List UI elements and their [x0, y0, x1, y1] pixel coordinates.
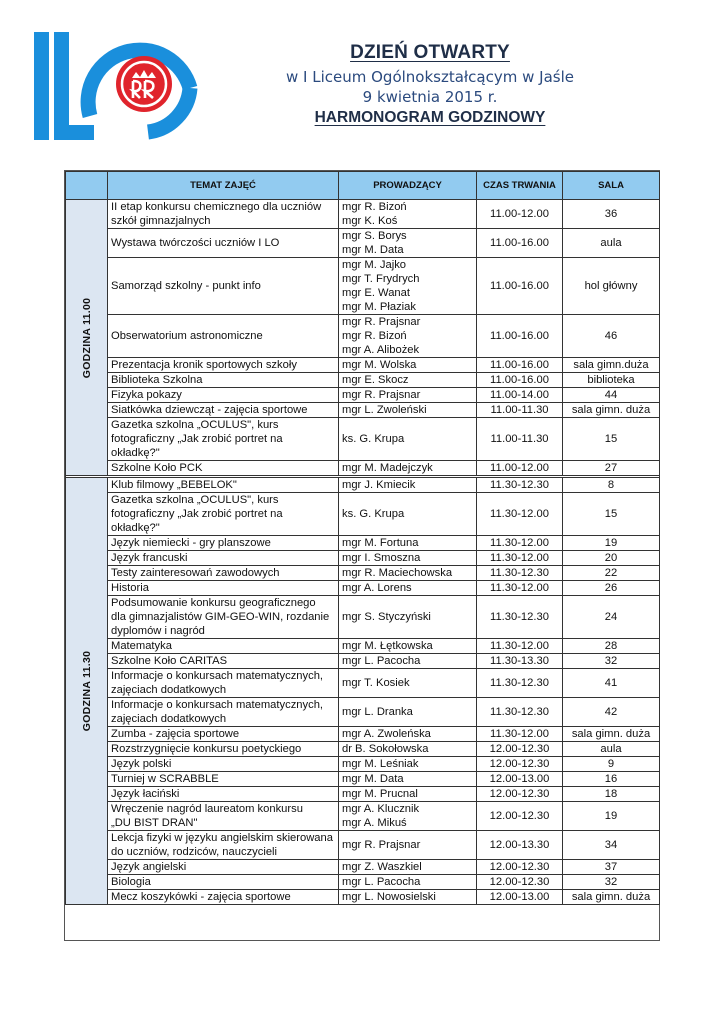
topic-cell: [108, 742, 339, 757]
room-cell: 22: [563, 566, 660, 581]
table-row: [66, 388, 660, 403]
page-subtitle: w I Liceum Ogólnokształcącym w Jaśle: [286, 68, 574, 86]
topic-cell: [108, 388, 339, 403]
time-cell: 12.00-12.30: [477, 860, 563, 875]
table-row: [66, 698, 660, 727]
lead-cell-line: mgr M. Data: [342, 244, 404, 256]
room-cell: 16: [563, 772, 660, 787]
topic-cell: [108, 639, 339, 654]
lead-cell-line: mgr S. Styczyński: [342, 611, 431, 623]
lead-cell-line: mgr L. Dranka: [342, 706, 413, 718]
topic-cell-line: Klub filmowy „BEBELOK": [111, 479, 237, 491]
table-row: [66, 373, 660, 388]
time-cell: 11.00-16.00: [477, 373, 563, 388]
column-header-time: CZAS TRWANIA: [477, 172, 563, 200]
lead-cell-line: mgr S. Borys: [342, 230, 407, 242]
topic-cell: [108, 551, 339, 566]
table-row: [66, 890, 660, 905]
column-header-lead: PROWADZĄCY: [339, 172, 477, 200]
room-cell: 15: [563, 418, 660, 461]
time-cell: 11.30-12.00: [477, 493, 563, 536]
topic-cell: [108, 581, 339, 596]
topic-cell: [108, 772, 339, 787]
room-cell: 44: [563, 388, 660, 403]
schedule-table: [65, 171, 660, 905]
group-label-cell: [66, 200, 108, 476]
room-cell: 28: [563, 639, 660, 654]
topic-cell-line: Język łaciński: [111, 788, 180, 800]
lead-cell-line: mgr M. Leśniak: [342, 758, 419, 770]
lead-cell: [339, 698, 477, 727]
time-cell: 11.30-13.30: [477, 654, 563, 669]
lead-cell: [339, 315, 477, 358]
header: [215, 42, 645, 127]
time-cell: 11.00-16.00: [477, 258, 563, 315]
topic-cell: [108, 698, 339, 727]
room-cell: biblioteka: [563, 373, 660, 388]
room-cell: sala gimn. duża: [563, 403, 660, 418]
lead-cell-line: mgr A. Zwoleńska: [342, 728, 431, 740]
topic-cell-line: Informacje o konkursach matematycznych,: [111, 670, 324, 682]
topic-cell: [108, 200, 339, 229]
lead-cell: [339, 831, 477, 860]
table-row: [66, 200, 660, 229]
topic-cell-line: Turniej w SCRABBLE: [111, 773, 219, 785]
topic-cell: [108, 787, 339, 802]
table-row: [66, 669, 660, 698]
topic-cell-line: Mecz koszykówki - zajęcia sportowe: [111, 891, 291, 903]
group-label: GODZINA 11.30: [80, 650, 93, 732]
topic-cell-line: szkół gimnazjalnych: [111, 215, 211, 227]
time-cell: 11.30-12.00: [477, 581, 563, 596]
lead-cell: [339, 654, 477, 669]
topic-cell-line: Obserwatorium astronomiczne: [111, 330, 263, 342]
lead-cell-line: mgr A. Alibożek: [342, 344, 420, 356]
lead-cell-line: mgr M. Łętkowska: [342, 640, 433, 652]
lead-cell: [339, 860, 477, 875]
lead-cell: [339, 229, 477, 258]
lead-cell: [339, 639, 477, 654]
topic-cell-line: fotograficzny „Jak zrobić portret na: [111, 508, 283, 520]
topic-cell-line: Podsumowanie konkursu geograficznego: [111, 597, 316, 609]
lead-cell-line: mgr J. Kmiecik: [342, 479, 416, 491]
time-cell: 12.00-12.30: [477, 742, 563, 757]
room-cell: sala gimn. duża: [563, 890, 660, 905]
table-row: [66, 478, 660, 493]
topic-cell: [108, 229, 339, 258]
topic-cell-line: dyplomów i nagród: [111, 625, 205, 637]
lead-cell: [339, 403, 477, 418]
lead-cell-line: mgr M. Fortuna: [342, 537, 419, 549]
topic-cell: [108, 757, 339, 772]
table-row: [66, 315, 660, 358]
time-cell: 12.00-12.30: [477, 802, 563, 831]
time-cell: 11.30-12.30: [477, 566, 563, 581]
time-cell: 11.30-12.00: [477, 551, 563, 566]
time-cell: 11.00-14.00: [477, 388, 563, 403]
time-cell: 11.30-12.30: [477, 596, 563, 639]
group-label-cell: [66, 478, 108, 905]
topic-cell-line: Rozstrzygnięcie konkursu poetyckiego: [111, 743, 302, 755]
topic-cell-line: Prezentacja kronik sportowych szkoły: [111, 359, 297, 371]
topic-cell: [108, 654, 339, 669]
topic-cell-line: Siatkówka dziewcząt - zajęcia sportowe: [111, 404, 308, 416]
schedule-table-frame: [64, 170, 660, 941]
topic-cell: [108, 596, 339, 639]
table-row: [66, 258, 660, 315]
topic-cell-line: do uczniów, rodziców, nauczycieli: [111, 846, 278, 858]
lead-cell-line: mgr I. Smoszna: [342, 552, 421, 564]
topic-cell-line: Szkolne Koło PCK: [111, 462, 203, 474]
table-row: [66, 831, 660, 860]
time-cell: 12.00-12.30: [477, 757, 563, 772]
topic-cell-line: zajęciach dodatkowych: [111, 684, 227, 696]
time-cell: 11.30-12.00: [477, 639, 563, 654]
lead-cell-line: mgr Z. Waszkiel: [342, 861, 422, 873]
lead-cell-line: mgr M. Data: [342, 773, 404, 785]
table-row: [66, 581, 660, 596]
lead-cell: [339, 727, 477, 742]
lead-cell: [339, 551, 477, 566]
topic-cell: [108, 536, 339, 551]
topic-cell-line: Samorząd szkolny - punkt info: [111, 280, 261, 292]
table-row: [66, 875, 660, 890]
lead-cell-line: mgr T. Frydrych: [342, 273, 420, 285]
time-cell: 11.00-11.30: [477, 418, 563, 461]
time-cell: 12.00-13.00: [477, 890, 563, 905]
table-row: [66, 787, 660, 802]
lead-cell-line: mgr R. Prajsnar: [342, 839, 421, 851]
table-row: [66, 566, 660, 581]
page-title: DZIEŃ OTWARTY: [350, 42, 510, 63]
lead-cell: [339, 388, 477, 403]
lead-cell: [339, 536, 477, 551]
lead-cell-line: mgr R. Maciechowska: [342, 567, 453, 579]
lead-cell: [339, 596, 477, 639]
lead-cell: [339, 358, 477, 373]
room-cell: 19: [563, 536, 660, 551]
topic-cell: [108, 727, 339, 742]
topic-cell: [108, 478, 339, 493]
table-row: [66, 860, 660, 875]
topic-cell-line: Wręczenie nagród laureatom konkursu: [111, 803, 303, 815]
lead-cell: [339, 742, 477, 757]
time-cell: 11.00-12.00: [477, 200, 563, 229]
topic-cell: [108, 461, 339, 476]
topic-cell: [108, 860, 339, 875]
time-cell: 12.00-12.30: [477, 875, 563, 890]
lead-cell-line: mgr E. Skocz: [342, 374, 409, 386]
lead-cell-line: mgr R. Prajsnar: [342, 316, 421, 328]
topic-cell-line: fotograficzny „Jak zrobić portret na: [111, 433, 283, 445]
topic-cell-line: Język angielski: [111, 861, 187, 873]
room-cell: 24: [563, 596, 660, 639]
topic-cell-line: Zumba - zajęcia sportowe: [111, 728, 240, 740]
table-row: [66, 536, 660, 551]
table-row: [66, 461, 660, 476]
lead-cell-line: ks. G. Krupa: [342, 433, 405, 445]
lead-cell-line: mgr R. Bizoń: [342, 201, 407, 213]
table-row: [66, 551, 660, 566]
lead-cell: [339, 890, 477, 905]
lead-cell-line: mgr M. Madejczyk: [342, 462, 433, 474]
table-row: [66, 654, 660, 669]
room-cell: 15: [563, 493, 660, 536]
topic-cell: [108, 403, 339, 418]
time-cell: 12.00-12.30: [477, 787, 563, 802]
room-cell: 32: [563, 654, 660, 669]
table-row: [66, 742, 660, 757]
table-row: [66, 802, 660, 831]
school-logo: [30, 28, 205, 148]
lead-cell-line: mgr L. Zwoleński: [342, 404, 427, 416]
room-cell: 19: [563, 802, 660, 831]
lead-cell: [339, 802, 477, 831]
topic-cell-line: Fizyka pokazy: [111, 389, 182, 401]
topic-cell-line: Język francuski: [111, 552, 188, 564]
topic-cell: [108, 831, 339, 860]
room-cell: 37: [563, 860, 660, 875]
lead-cell-line: mgr M. Wolska: [342, 359, 417, 371]
topic-cell-line: Wystawa twórczości uczniów I LO: [111, 237, 280, 249]
topic-cell: [108, 890, 339, 905]
header-corner: [66, 172, 108, 200]
topic-cell: [108, 358, 339, 373]
topic-cell-line: Informacje o konkursach matematycznych,: [111, 699, 324, 711]
room-cell: 27: [563, 461, 660, 476]
topic-cell-line: okładkę?": [111, 447, 160, 459]
lead-cell-line: ks. G. Krupa: [342, 508, 405, 520]
topic-cell: [108, 493, 339, 536]
lead-cell: [339, 787, 477, 802]
room-cell: sala gimn.duża: [563, 358, 660, 373]
time-cell: 11.00-16.00: [477, 315, 563, 358]
topic-cell-line: zajęciach dodatkowych: [111, 713, 227, 725]
topic-cell: [108, 669, 339, 698]
lead-cell: [339, 373, 477, 388]
topic-cell: [108, 566, 339, 581]
time-cell: 11.00-11.30: [477, 403, 563, 418]
lead-cell: [339, 669, 477, 698]
topic-cell-line: Historia: [111, 582, 149, 594]
room-cell: 9: [563, 757, 660, 772]
time-cell: 11.00-16.00: [477, 358, 563, 373]
table-row: [66, 727, 660, 742]
table-row: [66, 596, 660, 639]
table-row: [66, 757, 660, 772]
lead-cell: [339, 493, 477, 536]
time-cell: 11.30-12.30: [477, 478, 563, 493]
topic-cell-line: Gazetka szkolna „OCULUS", kurs: [111, 494, 279, 506]
lead-cell: [339, 461, 477, 476]
schedule-title: HARMONOGRAM GODZINOWY: [314, 109, 546, 126]
topic-cell: [108, 802, 339, 831]
topic-cell-line: Lekcja fizyki w języku angielskim skierowana: [111, 832, 333, 844]
topic-cell-line: Szkolne Koło CARITAS: [111, 655, 228, 667]
topic-cell-line: „DU BIST DRAN": [111, 817, 198, 829]
room-cell: 20: [563, 551, 660, 566]
event-date: 9 kwietnia 2015 r.: [362, 88, 498, 106]
lead-cell-line: mgr R. Bizoń: [342, 330, 407, 342]
lead-cell: [339, 875, 477, 890]
lead-cell-line: mgr A. Mikuś: [342, 817, 407, 829]
room-cell: 8: [563, 478, 660, 493]
time-cell: 11.30-12.00: [477, 536, 563, 551]
time-cell: 11.00-12.00: [477, 461, 563, 476]
room-cell: 36: [563, 200, 660, 229]
time-cell: 11.30-12.00: [477, 727, 563, 742]
column-header-topic: TEMAT ZAJĘĆ: [108, 172, 339, 200]
time-cell: 11.30-12.30: [477, 669, 563, 698]
lead-cell-line: mgr T. Kosiek: [342, 677, 410, 689]
topic-cell: [108, 315, 339, 358]
lead-cell-line: mgr L. Nowosielski: [342, 891, 436, 903]
room-cell: aula: [563, 742, 660, 757]
table-row: [66, 229, 660, 258]
topic-cell-line: Język niemiecki - gry planszowe: [111, 537, 271, 549]
time-cell: 12.00-13.30: [477, 831, 563, 860]
topic-cell: [108, 875, 339, 890]
lead-cell-line: mgr A. Lorens: [342, 582, 412, 594]
room-cell: 42: [563, 698, 660, 727]
room-cell: 32: [563, 875, 660, 890]
lead-cell: [339, 200, 477, 229]
topic-cell-line: dla gimnazjalistów GIM-GEO-WIN, rozdanie: [111, 611, 330, 623]
lead-cell-line: mgr M. Jajko: [342, 259, 407, 271]
room-cell: hol główny: [563, 258, 660, 315]
lead-cell: [339, 258, 477, 315]
lead-cell: [339, 757, 477, 772]
lead-cell-line: mgr R. Prajsnar: [342, 389, 421, 401]
time-cell: 11.00-16.00: [477, 229, 563, 258]
lead-cell-line: dr B. Sokołowska: [342, 743, 429, 755]
lead-cell: [339, 566, 477, 581]
room-cell: aula: [563, 229, 660, 258]
topic-cell-line: II etap konkursu chemicznego dla uczniów: [111, 201, 322, 213]
room-cell: sala gimn. duża: [563, 727, 660, 742]
table-row: [66, 493, 660, 536]
lead-cell: [339, 478, 477, 493]
table-row: [66, 418, 660, 461]
lead-cell-line: mgr L. Pacocha: [342, 655, 421, 667]
room-cell: 41: [563, 669, 660, 698]
room-cell: 18: [563, 787, 660, 802]
table-row: [66, 358, 660, 373]
lead-cell: [339, 418, 477, 461]
schedule-body: [66, 200, 660, 905]
table-row: [66, 772, 660, 787]
topic-cell: [108, 373, 339, 388]
topic-cell-line: Gazetka szkolna „OCULUS", kurs: [111, 419, 279, 431]
lead-cell-line: mgr M. Prucnal: [342, 788, 418, 800]
topic-cell-line: Testy zainteresowań zawodowych: [111, 567, 280, 579]
lead-cell: [339, 581, 477, 596]
lead-cell-line: mgr E. Wanat: [342, 287, 410, 299]
room-cell: 34: [563, 831, 660, 860]
time-cell: 12.00-13.00: [477, 772, 563, 787]
lead-cell-line: mgr L. Pacocha: [342, 876, 421, 888]
lead-cell-line: mgr K. Koś: [342, 215, 398, 227]
topic-cell-line: Biblioteka Szkolna: [111, 374, 203, 386]
group-label: GODZINA 11.00: [80, 297, 93, 378]
topic-cell-line: Biologia: [111, 876, 151, 888]
room-cell: 46: [563, 315, 660, 358]
lead-cell: [339, 772, 477, 787]
topic-cell: [108, 258, 339, 315]
topic-cell: [108, 418, 339, 461]
topic-cell-line: Matematyka: [111, 640, 172, 652]
table-row: [66, 403, 660, 418]
time-cell: 11.30-12.30: [477, 698, 563, 727]
room-cell: 26: [563, 581, 660, 596]
table-row: [66, 639, 660, 654]
topic-cell-line: Język polski: [111, 758, 172, 770]
topic-cell-line: okładkę?": [111, 522, 160, 534]
column-header-room: SALA: [563, 172, 660, 200]
lead-cell-line: mgr M. Płaziak: [342, 301, 416, 313]
lead-cell-line: mgr A. Klucznik: [342, 803, 420, 815]
